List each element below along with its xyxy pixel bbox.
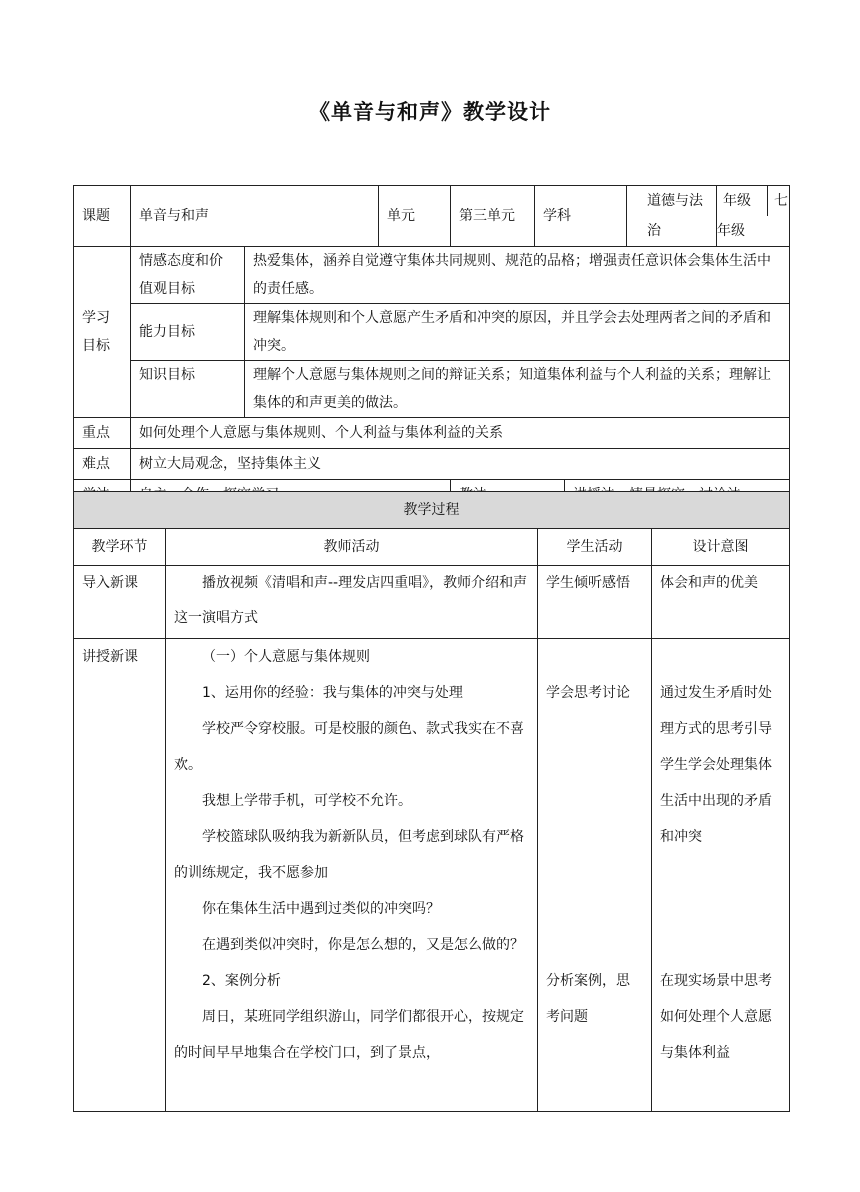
student-text: 学会思考讨论 xyxy=(546,685,630,701)
goals-label: 学习目标 xyxy=(74,247,131,418)
stage-cell: 导入新课 xyxy=(74,566,166,639)
intent-text: 通过发生矛盾时处理方式的思考引导学生学会处理集体生活中出现的矛盾和冲突 xyxy=(660,685,772,845)
column-header: 设计意图 xyxy=(652,529,790,566)
goal-label: 知识目标 xyxy=(131,361,245,418)
column-header: 教学环节 xyxy=(74,529,166,566)
goal-text: 理解集体规则和个人意愿产生矛盾和冲突的原因，并且学会去处理两者之间的矛盾和冲突。 xyxy=(245,304,790,361)
grade-value: 七年级 xyxy=(717,193,788,239)
teacher-paragraph: 学校严令穿校服。可是校服的颜色、款式我实在不喜欢。 xyxy=(174,721,524,773)
teacher-paragraph: 学校篮球队吸纳我为新新队员，但考虑到球队有严格的训练规定，我不愿参加 xyxy=(174,829,524,881)
intent-text: 在现实场景中思考如何处理个人意愿与集体利益 xyxy=(660,973,772,1061)
unit-value: 第三单元 xyxy=(451,186,535,247)
subject-value: 道德与法治 xyxy=(627,186,717,247)
stage-cell: 讲授新课 xyxy=(74,639,166,1112)
grade-cell xyxy=(717,186,790,247)
student-activity: 学生倾听感悟 xyxy=(538,566,652,639)
teacher-paragraph: 你在集体生活中遇到过类似的冲突吗？ xyxy=(202,901,440,917)
page-title: 《单音与和声》教学设计 xyxy=(309,100,551,124)
teacher-paragraph: 在遇到类似冲突时，你是怎么想的，又是怎么做的？ xyxy=(202,937,524,953)
goal-text: 热爱集体，涵养自觉遵守集体共同规则、规范的品格；增强责任意识体会集体生活中的责任感。 xyxy=(245,247,790,304)
topic-value: 单音与和声 xyxy=(131,186,379,247)
difficulty-label: 难点 xyxy=(74,449,131,480)
teacher-paragraph: （一）个人意愿与集体规则 xyxy=(202,649,370,665)
topic-label: 课题 xyxy=(74,186,131,247)
teacher-paragraph: 播放视频《清唱和声--理发店四重唱》，教师介绍和声这一演唱方式 xyxy=(174,575,528,626)
process-heading: 教学过程 xyxy=(74,492,790,529)
goal-label: 能力目标 xyxy=(131,304,245,361)
subject-label: 学科 xyxy=(535,186,627,247)
column-header: 教师活动 xyxy=(166,529,538,566)
teacher-activity xyxy=(166,566,538,639)
teacher-paragraph: 周日，某班同学组织游山，同学们都很开心，按规定的时间早早地集合在学校门口，到了景点， xyxy=(174,1009,524,1061)
student-activity xyxy=(538,639,652,1112)
design-intent: 体会和声的优美 xyxy=(652,566,790,639)
column-header: 学生活动 xyxy=(538,529,652,566)
teacher-paragraph: 2、案例分析 xyxy=(202,973,281,989)
difficulty-value: 树立大局观念，坚持集体主义 xyxy=(131,449,790,480)
goal-label: 情感态度和价值观目标 xyxy=(131,247,245,304)
goal-text: 理解个人意愿与集体规则之间的辩证关系；知道集体利益与个人利益的关系；理解让集体的和声更美的做法。 xyxy=(245,361,790,418)
info-table xyxy=(73,185,790,511)
key-label: 重点 xyxy=(74,418,131,449)
teacher-paragraph: 我想上学带手机，可学校不允许。 xyxy=(202,793,412,809)
teacher-paragraph: 1、运用你的经验：我与集体的冲突与处理 xyxy=(202,685,463,701)
teacher-activity xyxy=(166,639,538,1112)
design-intent xyxy=(652,639,790,1112)
student-text: 分析案例，思考问题 xyxy=(546,973,630,1025)
key-value: 如何处理个人意愿与集体规则、个人利益与集体利益的关系 xyxy=(131,418,790,449)
process-table xyxy=(73,491,790,1112)
unit-label: 单元 xyxy=(379,186,451,247)
grade-label: 年级 xyxy=(717,186,768,216)
